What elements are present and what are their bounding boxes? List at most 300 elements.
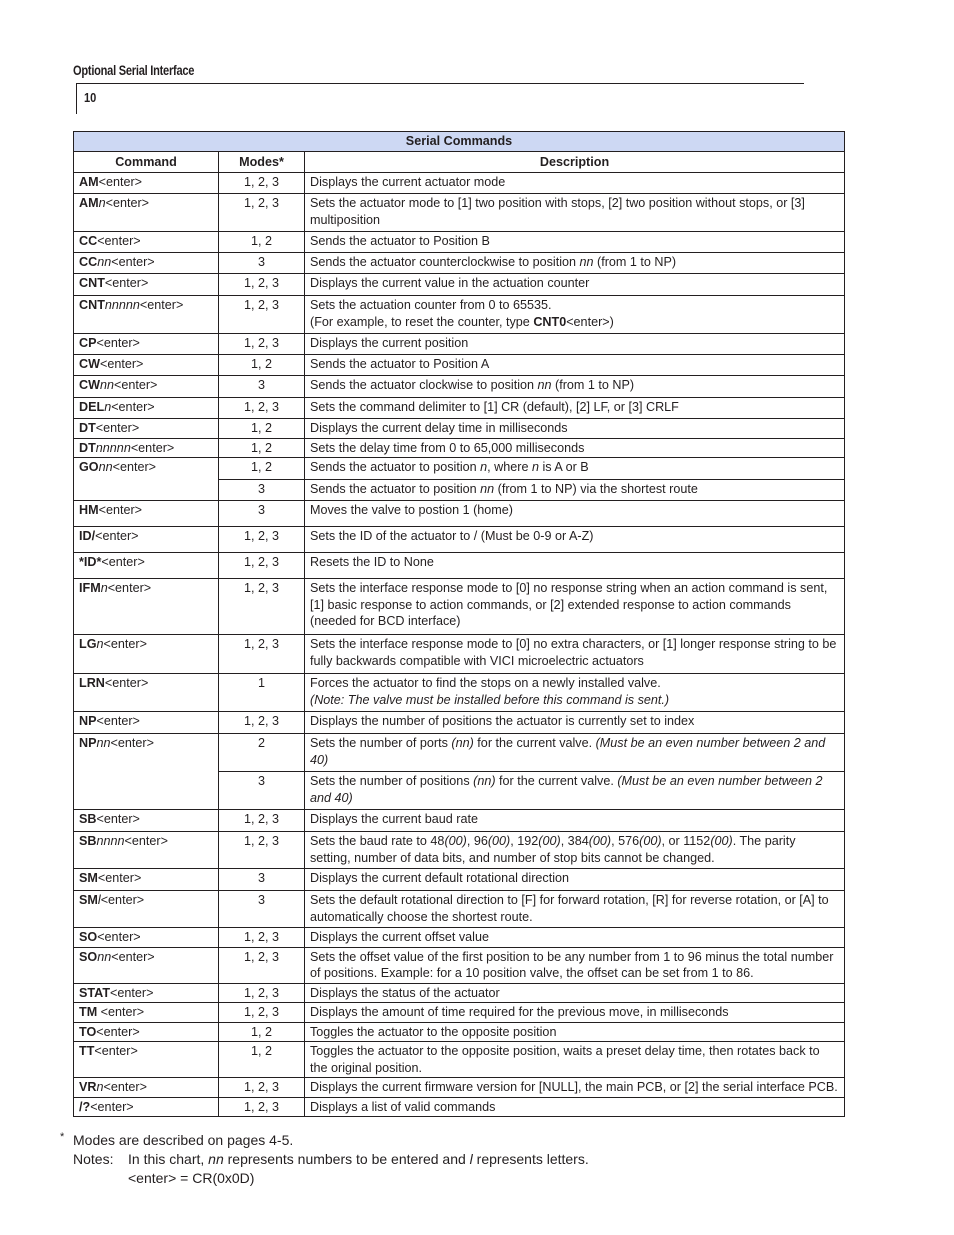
table-row — [74, 355, 845, 376]
command-cell — [74, 355, 219, 376]
modes-cell: 3 — [219, 869, 305, 891]
description-cell — [305, 810, 845, 832]
command-cell — [74, 194, 219, 232]
command-run: nn — [97, 949, 112, 964]
command-run: <enter> — [103, 637, 147, 651]
description-run: Toggles the actuator to the opposite position, waits a preset delay time, then rotates back to the original position. — [310, 1044, 820, 1075]
command-run: SM — [79, 893, 98, 907]
table-row — [74, 419, 845, 439]
modes-cell: 1, 2, 3 — [219, 712, 305, 734]
description-run: Sends the actuator to Position A — [310, 357, 490, 371]
command-run: LG — [79, 637, 97, 651]
description-run: n — [531, 460, 539, 474]
modes-cell: 3 — [219, 376, 305, 398]
footnotes — [60, 1131, 589, 1188]
command-run: <enter> — [98, 175, 143, 189]
command-cell — [74, 232, 219, 253]
description-run: Displays the current actuator mode — [310, 175, 506, 189]
command-cell — [74, 891, 219, 928]
description-cell — [305, 579, 845, 635]
table-row — [74, 1097, 845, 1117]
command-run: TM — [79, 1005, 98, 1019]
command-run: nn — [97, 255, 112, 269]
command-cell — [74, 553, 219, 579]
command-cell — [74, 928, 219, 948]
command-run: n — [96, 637, 104, 651]
command-run: NP — [79, 736, 97, 750]
table-row — [74, 274, 845, 296]
description-run: nn — [537, 378, 552, 392]
command-run: DT — [79, 421, 96, 435]
command-run: SO — [79, 930, 98, 944]
table-row — [74, 712, 845, 734]
description-run: Displays the amount of time required for the previous move, in milliseconds — [310, 1005, 729, 1019]
description-run: Sets the number of positions — [310, 774, 474, 788]
modes-cell: 1, 2, 3 — [219, 173, 305, 194]
modes-cell: 1, 2, 3 — [219, 553, 305, 579]
command-run: STAT — [79, 985, 111, 1000]
description-run: Displays the current value in the actuation counter — [310, 276, 590, 290]
command-run: <enter> — [111, 400, 155, 414]
command-cell — [74, 334, 219, 355]
description-run: Displays the current firmware version for [NULL], the main PCB, or [2] the serial interface PCB. — [310, 1080, 838, 1094]
command-run: AM — [79, 175, 99, 189]
description-run: (from 1 to NP) — [551, 378, 635, 392]
command-run: <enter> — [110, 736, 154, 750]
description-cell — [305, 553, 845, 579]
notes-text-1 — [128, 1150, 589, 1169]
table-row — [74, 232, 845, 253]
description-run: (nn) — [451, 736, 474, 750]
description-cell — [305, 928, 845, 948]
description-cell — [305, 501, 845, 527]
description-run: , 384 — [560, 834, 589, 848]
modes-cell: 1, 2, 3 — [219, 983, 305, 1003]
description-cell — [305, 173, 845, 194]
notes-run: In this chart, — [128, 1151, 209, 1167]
description-run: Displays the number of positions the actuator is currently set to index — [310, 714, 695, 728]
command-cell — [74, 810, 219, 832]
table-row — [74, 438, 845, 458]
command-run: <enter> — [97, 871, 142, 885]
description-run: Moves the valve to postion 1 (home) — [310, 503, 514, 517]
notes-run: nn — [208, 1151, 224, 1167]
description-cell — [305, 891, 845, 928]
notes-line-1 — [60, 1150, 589, 1169]
description-run: Sets the actuator mode to [1] two position with stops, [2] two position without stops, or [3] multiposition — [310, 196, 805, 227]
command-run: <enter> — [139, 298, 184, 312]
serial-commands-table — [73, 131, 845, 1117]
command-run: <enter> — [104, 276, 149, 290]
command-cell — [74, 1097, 219, 1117]
modes-cell: 1, 2, 3 — [219, 274, 305, 296]
command-run: <enter> — [96, 336, 140, 350]
command-run: <enter> — [96, 1024, 140, 1039]
command-cell — [74, 527, 219, 553]
description-run: (nn) — [473, 774, 496, 788]
description-run: (00) — [710, 834, 733, 848]
notes-text-2: <enter> = CR(0x0D) — [128, 1170, 255, 1186]
command-run: <enter> — [103, 1080, 147, 1094]
description-cell — [305, 1003, 845, 1023]
description-cell — [305, 772, 845, 810]
modes-cell: 1, 2, 3 — [219, 398, 305, 419]
description-run: for the current valve. — [495, 774, 618, 788]
command-run: ID/ — [79, 529, 96, 543]
command-run: /? — [79, 1099, 91, 1114]
modes-cell: 3 — [219, 480, 305, 501]
modes-cell: 3 — [219, 891, 305, 928]
header-rule — [76, 83, 804, 84]
notes-run: represents numbers to be entered and — [223, 1151, 470, 1167]
modes-cell: 1, 2 — [219, 232, 305, 253]
command-run: DT — [79, 440, 96, 455]
description-run: for the current valve. — [473, 736, 596, 750]
description-cell — [305, 869, 845, 891]
description-run: Displays a list of valid commands — [310, 1099, 496, 1114]
command-run: *ID* — [79, 555, 102, 569]
command-cell — [74, 501, 219, 527]
command-run: l — [97, 893, 101, 907]
command-run: nn — [96, 736, 111, 750]
modes-cell: 1, 2, 3 — [219, 810, 305, 832]
command-run: <enter> — [111, 949, 155, 964]
table-body — [74, 173, 845, 1117]
command-run: <enter> — [111, 255, 155, 269]
notes-run: represents letters. — [472, 1151, 589, 1167]
command-run: HM — [79, 503, 99, 517]
description-run: . The parity setting, number of data bits, and number of stop bits cannot be changed. — [310, 834, 796, 865]
description-run: Sends the actuator counterclockwise to position — [310, 255, 580, 269]
command-run: LRN — [79, 676, 105, 690]
description-run: (00) — [639, 834, 662, 848]
command-run: DEL — [79, 400, 105, 414]
command-run: CC — [79, 255, 98, 269]
modes-cell: 1, 2 — [219, 419, 305, 439]
description-run: (00) — [487, 834, 511, 848]
table-row — [74, 376, 845, 398]
description-run: Sends the actuator to position — [310, 482, 481, 496]
description-run: Sets the actuation counter from 0 to 65535. — [310, 298, 552, 312]
description-run: is A or B — [538, 460, 589, 474]
table-row — [74, 579, 845, 635]
section-title: Optional Serial Interface — [73, 63, 195, 78]
column-header-description: Description — [305, 152, 845, 173]
description-cell — [305, 832, 845, 869]
command-cell — [74, 635, 219, 674]
command-run: <enter> — [95, 421, 140, 435]
description-run: (Must be an even number between 2 and 40) — [310, 774, 823, 805]
command-run: <enter> — [114, 378, 158, 392]
description-cell — [305, 253, 845, 274]
command-run: <enter> — [112, 460, 157, 474]
description-cell — [305, 1078, 845, 1098]
command-run: nn — [99, 378, 114, 392]
description-run: (For example, to reset the counter, type — [310, 314, 534, 329]
command-run: <enter> — [96, 714, 140, 728]
description-cell — [305, 480, 845, 501]
table-row — [74, 173, 845, 194]
table-row — [74, 983, 845, 1003]
table-row — [74, 810, 845, 832]
description-run: Sets the delay time from 0 to 65,000 milliseconds — [310, 440, 585, 455]
command-run: CNT — [79, 276, 105, 290]
description-cell — [305, 296, 845, 334]
modes-cell: 1, 2 — [219, 355, 305, 376]
command-run: n — [100, 581, 108, 595]
description-cell — [305, 232, 845, 253]
command-run: <enter> — [90, 1099, 134, 1114]
modes-cell: 1, 2, 3 — [219, 947, 305, 983]
command-cell — [74, 1003, 219, 1023]
table-row — [74, 1022, 845, 1042]
description-cell — [305, 458, 845, 480]
command-run: <enter> — [98, 503, 143, 517]
modes-cell: 3 — [219, 501, 305, 527]
command-run: CC — [79, 234, 98, 248]
description-run: Sets the baud rate to 48 — [310, 834, 445, 848]
table-row — [74, 1078, 845, 1098]
description-run: Displays the current delay time in milliseconds — [310, 421, 568, 435]
command-run: IFM — [79, 581, 101, 595]
description-run: Sets the ID of the actuator to / (Must be 0-9 or A-Z) — [310, 529, 594, 543]
description-run: (00) — [588, 834, 612, 848]
command-run: <enter> — [96, 812, 140, 826]
modes-note: Modes are described on pages 4-5. — [73, 1132, 294, 1148]
table-title: Serial Commands — [74, 132, 845, 152]
command-cell — [74, 832, 219, 869]
modes-cell: 1, 2, 3 — [219, 194, 305, 232]
modes-cell: 1, 2, 3 — [219, 832, 305, 869]
command-run: CW — [79, 378, 100, 392]
modes-cell: 1, 2, 3 — [219, 1097, 305, 1117]
header-vertical-rule — [76, 83, 77, 114]
command-cell — [74, 173, 219, 194]
command-cell — [74, 458, 219, 501]
modes-cell: 1, 2, 3 — [219, 334, 305, 355]
command-cell — [74, 253, 219, 274]
modes-cell: 1, 2 — [219, 438, 305, 458]
description-cell — [305, 438, 845, 458]
table-row — [74, 334, 845, 355]
command-run: n — [104, 400, 112, 414]
command-cell — [74, 674, 219, 712]
command-run: AM — [79, 196, 99, 210]
table-row — [74, 553, 845, 579]
modes-cell: 3 — [219, 253, 305, 274]
command-run: TT — [79, 1044, 95, 1058]
command-cell — [74, 274, 219, 296]
description-run: (from 1 to NP) via the shortest route — [494, 482, 698, 496]
table-row — [74, 734, 845, 772]
command-run: <enter> — [124, 834, 168, 848]
table-row — [74, 928, 845, 948]
command-cell — [74, 869, 219, 891]
command-cell — [74, 419, 219, 439]
description-run: (00) — [444, 834, 467, 848]
command-run: VR — [79, 1080, 97, 1094]
description-run: (from 1 to NP) — [593, 255, 677, 269]
description-run: Displays the current default rotational direction — [310, 871, 570, 885]
notes-label: Notes: — [73, 1151, 114, 1167]
description-run: Displays the current baud rate — [310, 812, 479, 826]
table-row — [74, 1003, 845, 1023]
command-run: CW — [79, 357, 100, 371]
description-run: nn — [480, 482, 495, 496]
command-cell — [74, 947, 219, 983]
description-run: Sets the interface response mode to [0] no extra characters, or [1] longer response string to be fully backwards compatible with VICI microelectric actuators — [310, 637, 837, 668]
command-run: SM — [79, 871, 98, 885]
description-cell — [305, 947, 845, 983]
command-run: <enter> — [99, 357, 144, 371]
description-run: Displays the current position — [310, 336, 469, 350]
command-run: nn — [98, 460, 113, 474]
command-cell — [74, 438, 219, 458]
description-run: n — [480, 460, 488, 474]
modes-cell: 1, 2, 3 — [219, 928, 305, 948]
notes-run: l — [469, 1151, 473, 1167]
description-cell — [305, 419, 845, 439]
modes-cell: 1, 2, 3 — [219, 635, 305, 674]
description-run: Sends the actuator to position — [310, 460, 481, 474]
table-row — [74, 296, 845, 334]
description-run: Resets the ID to None — [310, 555, 434, 569]
command-run: <enter> — [105, 196, 150, 210]
page-number: 10 — [84, 90, 97, 105]
description-cell — [305, 376, 845, 398]
command-run: n — [98, 196, 106, 210]
command-run: CP — [79, 336, 97, 350]
description-run: Displays the current offset value — [310, 930, 489, 944]
modes-cell: 1 — [219, 674, 305, 712]
command-run: SB — [79, 812, 97, 826]
command-run: TO — [79, 1024, 97, 1039]
modes-footnote — [60, 1131, 294, 1150]
command-cell — [74, 983, 219, 1003]
description-run: Sets the offset value of the first position to be any number from 1 to 96 minus the total number of positions. Example: for a 10 position valve, the offset can be set from 1 to 86. — [310, 949, 834, 980]
description-cell — [305, 527, 845, 553]
modes-cell: 1, 2 — [219, 458, 305, 480]
command-run: SB — [79, 834, 97, 848]
table-row — [74, 1042, 845, 1078]
description-run: (00) — [538, 834, 561, 848]
description-run: Toggles the actuator to the opposite position — [310, 1024, 557, 1039]
description-run: Sets the interface response mode to [0] no response string when an action command is sent, [1] basic response to action commands, or [2] extended response to action commands (needed for BCD interface) — [310, 581, 828, 628]
modes-cell: 1, 2, 3 — [219, 296, 305, 334]
description-cell — [305, 355, 845, 376]
command-cell — [74, 398, 219, 419]
description-run: Sends the actuator to Position B — [310, 234, 490, 248]
command-run: <enter> — [130, 440, 175, 455]
description-run: Forces the actuator to find the stops on a newly installed valve. — [310, 676, 661, 690]
command-run: <enter> — [110, 985, 154, 1000]
command-run: nnnn — [96, 834, 125, 848]
description-run: Sends the actuator clockwise to position — [310, 378, 538, 392]
description-run: nn — [579, 255, 594, 269]
description-cell — [305, 334, 845, 355]
command-run: <enter> — [100, 893, 145, 907]
modes-cell: 1, 2 — [219, 1022, 305, 1042]
command-cell — [74, 734, 219, 810]
description-run: <enter>) — [566, 314, 614, 329]
command-cell — [74, 1042, 219, 1078]
description-run: , 192 — [510, 834, 539, 848]
description-run: (Must be an even number between 2 and 40) — [310, 736, 826, 767]
table-row — [74, 501, 845, 527]
command-cell — [74, 1022, 219, 1042]
description-run: CNT0 — [533, 314, 567, 329]
modes-cell: 2 — [219, 734, 305, 772]
table-row — [74, 253, 845, 274]
description-cell — [305, 983, 845, 1003]
command-run: <enter> — [97, 234, 141, 248]
command-run: nnnnn — [95, 440, 131, 455]
modes-cell: 1, 2 — [219, 1042, 305, 1078]
description-cell — [305, 194, 845, 232]
description-run: Sets the command delimiter to [1] CR (default), [2] LF, or [3] CRLF — [310, 400, 679, 414]
command-run: n — [96, 1080, 104, 1094]
description-cell — [305, 1097, 845, 1117]
command-run: <enter> — [107, 581, 152, 595]
description-cell — [305, 1022, 845, 1042]
modes-cell: 1, 2, 3 — [219, 1078, 305, 1098]
description-run: (Note: The valve must be installed before this command is sent.) — [310, 692, 670, 707]
command-run: SO — [79, 949, 98, 964]
notes-line-2 — [60, 1169, 255, 1188]
command-cell — [74, 1078, 219, 1098]
description-run: , 576 — [611, 834, 640, 848]
table-row — [74, 832, 845, 869]
table-row — [74, 527, 845, 553]
description-cell — [305, 674, 845, 712]
command-run: <enter> — [97, 1005, 145, 1019]
command-run: nnnnn — [104, 298, 140, 312]
modes-cell: 1, 2, 3 — [219, 579, 305, 635]
description-run: Displays the status of the actuator — [310, 985, 500, 1000]
modes-cell: 1, 2, 3 — [219, 527, 305, 553]
description-run: Sets the number of ports — [310, 736, 452, 750]
command-cell — [74, 579, 219, 635]
description-cell — [305, 635, 845, 674]
modes-cell: 1, 2, 3 — [219, 1003, 305, 1023]
command-run: <enter> — [97, 930, 141, 944]
description-cell — [305, 712, 845, 734]
description-cell — [305, 398, 845, 419]
command-run: NP — [79, 714, 97, 728]
command-run: <enter> — [95, 529, 139, 543]
modes-cell: 3 — [219, 772, 305, 810]
column-header-modes: Modes* — [219, 152, 305, 173]
command-cell — [74, 712, 219, 734]
command-run: <enter> — [101, 555, 145, 569]
table-row — [74, 674, 845, 712]
description-run: , where — [487, 460, 532, 474]
asterisk-mark: * — [60, 1131, 65, 1143]
command-run: <enter> — [104, 676, 149, 690]
table-row — [74, 458, 845, 480]
command-run: <enter> — [94, 1044, 138, 1058]
table-row — [74, 194, 845, 232]
description-cell — [305, 734, 845, 772]
command-run: CNT — [79, 298, 105, 312]
table-row — [74, 891, 845, 928]
description-cell — [305, 274, 845, 296]
command-run: GO — [79, 460, 99, 474]
description-run: Sets the default rotational direction to [F] for forward rotation, [R] for reverse rotation, or [A] to automatically choose the shortest route. — [310, 893, 829, 924]
table-row — [74, 635, 845, 674]
description-cell — [305, 1042, 845, 1078]
command-cell — [74, 376, 219, 398]
